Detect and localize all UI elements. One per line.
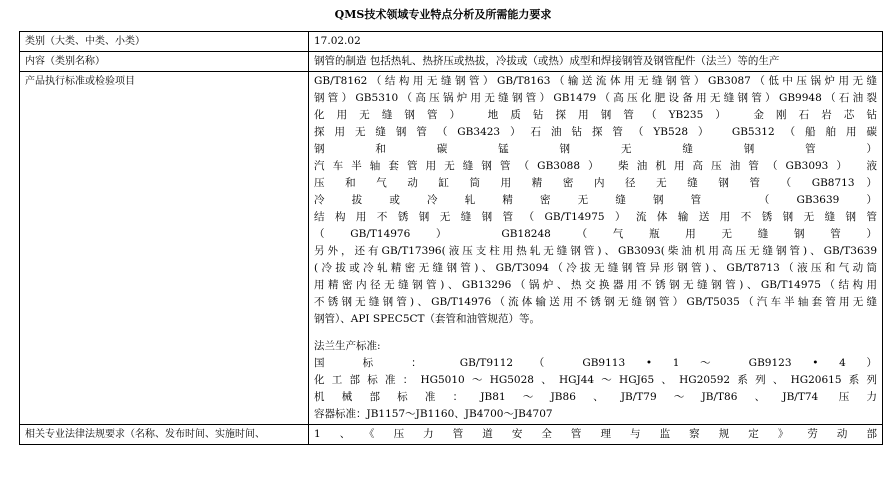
page-title: QMS技术领域专业特点分析及所需能力要求 [334, 8, 552, 21]
flange-line: 化工部标准：HG5010～HG5028、HGJ44～HGJ65、HG20592系列、HG20615系列 [314, 374, 877, 386]
standards-line: 探用无缝钢管（GB3423）石油钻探管（YB528） GB5312（船舶用碳 [314, 126, 877, 138]
standards-line: 钢管）、API SPEC5CT（套管和油管规范）等。 [314, 313, 541, 325]
row-label: 产品执行标准或检验项目 [20, 72, 309, 425]
standards-line: 用精密内径无缝钢管)、GB13296（锅炉、热交换器用不锈钢无缝钢管)、GB/T14975（结构用 [314, 279, 877, 291]
standards-line: 结构用不锈钢无缝钢管（GB/T14975）流体输送用不锈钢无缝钢管 [314, 211, 877, 223]
flange-line: 容器标准：JB1157～JB1160、JB4700～JB4707 [314, 408, 553, 420]
standards-line: 另外，还有GB/T17396(液压支柱用热轧无缝钢管)、GB3093(柴油机用高压无缝钢管)、GB/T3639 [314, 245, 877, 257]
flange-title: 法兰生产标准: [314, 340, 381, 352]
row-label: 类别（大类、中类、小类） [20, 32, 309, 52]
row-label: 相关专业法律法规要求（名称、发布时间、实施时间、 [20, 425, 309, 445]
standards-line: 压 和 气 动 缸 筒 用 精 密 内 径 无 缝 钢 管 （ GB8713 ） [314, 177, 877, 189]
standards-cell [309, 72, 883, 425]
standards-line: 不锈钢无缝钢管)、GB/T14976（流体输送用不锈钢无缝钢管）GB/T5035（汽车半轴套管用无缝 [314, 296, 877, 308]
table-row [20, 72, 883, 425]
standards-line: 钢管）GB5310（高压锅炉用无缝钢管）GB1479（高压化肥设备用无缝钢管）GB9948（石油裂 [314, 92, 877, 104]
row-value: 17.02.02 [309, 32, 883, 52]
table-row [20, 425, 883, 445]
standards-line: （GB/T14976） GB18248（气瓶用无缝钢管） [314, 228, 877, 240]
standards-line: 钢 和 碳 锰 钢 无 缝 钢 管 ） [314, 143, 877, 155]
table-row [20, 52, 883, 72]
standards-line: 冷拔或冷轧精密无缝钢管 （GB3639） [314, 194, 877, 206]
row-label: 内容（类别名称） [20, 52, 309, 72]
spacer [314, 328, 877, 338]
standards-line: 化用无缝钢管） 地质钻探用钢管（YB235） 金刚石岩芯钻 [314, 109, 877, 121]
standards-line: 汽车半轴套管用无缝钢管（GB3088） 柴油机用高压油管（GB3093） 液 [314, 160, 877, 172]
table-row [20, 32, 883, 52]
standards-line: GB/T8162（结构用无缝钢管）GB/T8163（输送流体用无缝钢管）GB3087（低中压锅炉用无缝 [314, 75, 877, 87]
row-value: 1、《压力管道安全管理与监察规定》劳动部 [309, 425, 883, 445]
row-value: 钢管的制造 包括热轧、热挤压或热拔，冷拔或（或热）成型和焊接钢管及钢管配件（法兰）等的生产 [309, 52, 883, 72]
flange-line: 国 标 ： GB/T9112 （ GB9113 • 1 ～ GB9123 • 4 ） [314, 357, 877, 369]
standards-line: (冷拔或冷轧精密无缝钢管)、GB/T3094（冷拔无缝钢管异形钢管)、GB/T8713（液压和气动筒 [314, 262, 877, 274]
specification-table [19, 31, 883, 445]
flange-line: 机械部标准：JB81～JB86、JB/T79～JB/T86、JB/T74 压力 [314, 391, 877, 403]
